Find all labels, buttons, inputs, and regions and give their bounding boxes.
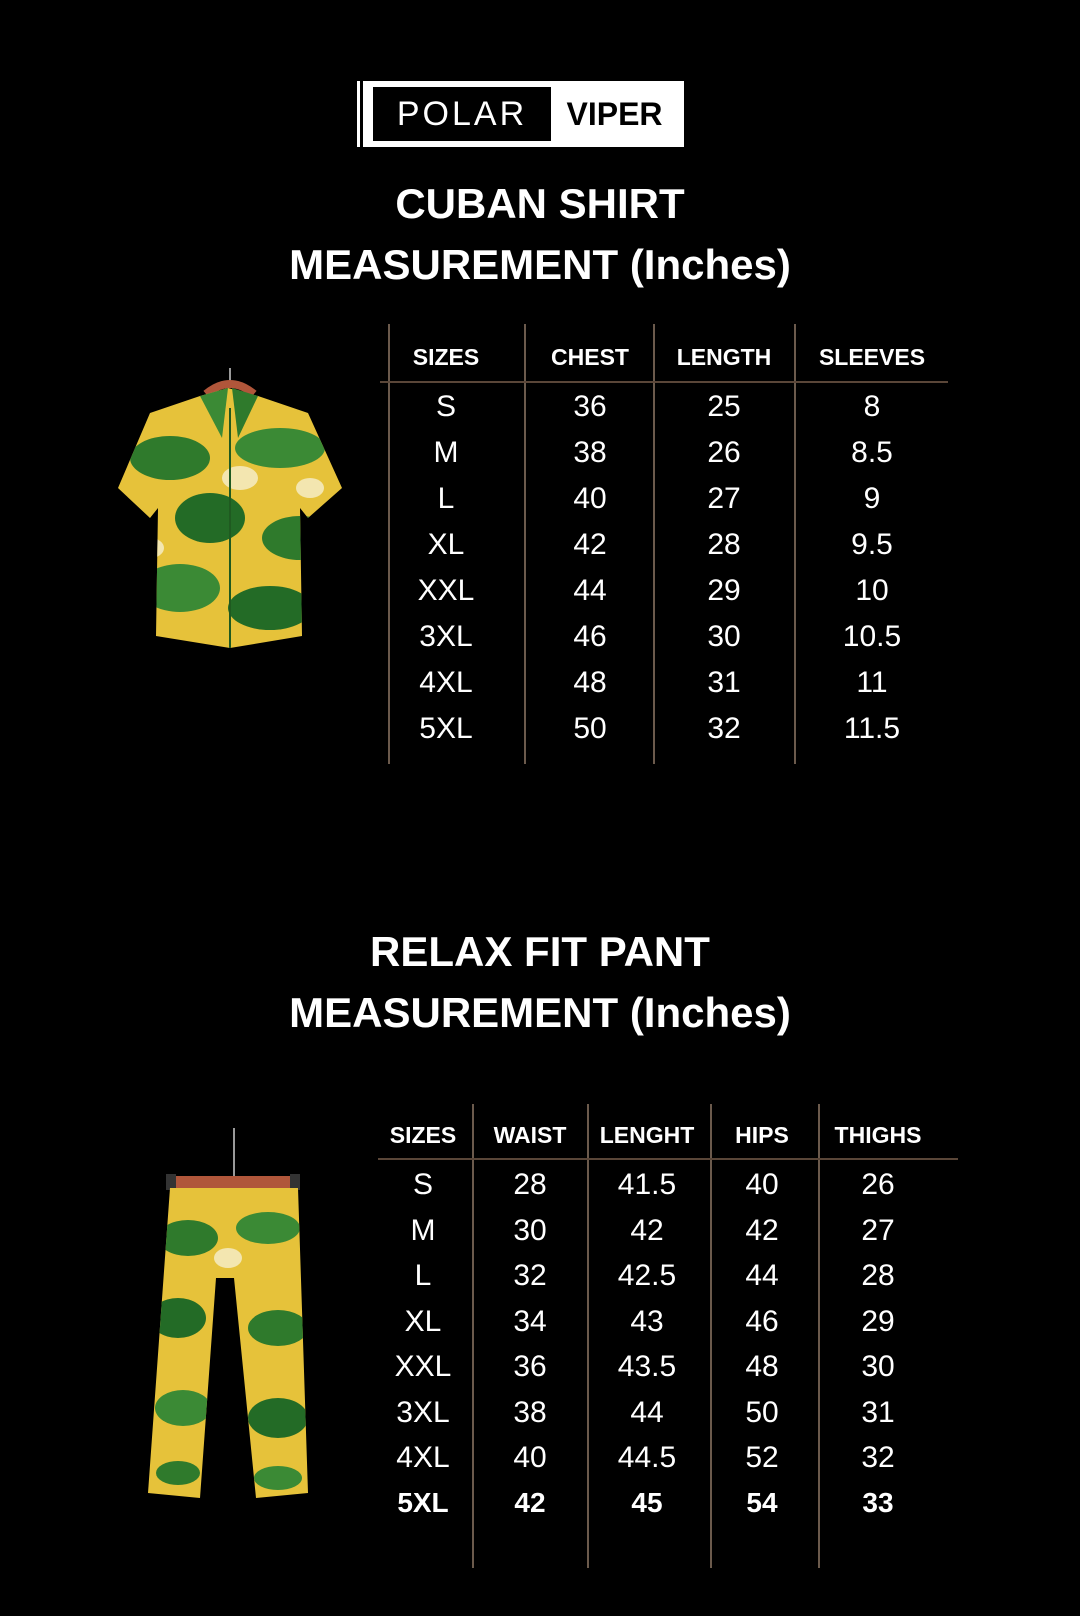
shirt-table-cell: 46 <box>573 620 607 653</box>
pant-table-cell: 40 <box>513 1441 547 1474</box>
shirt-table-cell: 10 <box>855 574 889 607</box>
pant-table-cell: 30 <box>513 1213 547 1247</box>
pant-header-underline <box>378 1158 958 1160</box>
pant-table-cell: 3XL <box>396 1395 450 1429</box>
pant-title-line2: MEASUREMENT (Inches) <box>289 989 791 1036</box>
shirt-title-line2: MEASUREMENT (Inches) <box>289 241 791 288</box>
shirt-table-cell: 8 <box>863 390 881 423</box>
shirt-table-cell: 38 <box>573 436 607 469</box>
pant-table-cell: 33 <box>862 1486 894 1518</box>
shirt-table-cell: 31 <box>707 666 741 699</box>
pant-table-cell: 42 <box>630 1213 664 1247</box>
pant-table-cell: S <box>412 1168 433 1201</box>
shirt-table-cell: L <box>437 482 455 515</box>
pant-table-cell: 44 <box>745 1259 779 1292</box>
pant-header-hips: HIPS <box>735 1122 789 1148</box>
pant-header-thighs: THIGHS <box>834 1122 922 1148</box>
pant-table-cell: M <box>410 1213 436 1247</box>
pant-table-cell: 31 <box>861 1395 895 1429</box>
pant-table-cell: 42 <box>514 1486 546 1518</box>
logo-accent-bar <box>357 81 360 147</box>
pant-title-line1: RELAX FIT PANT <box>370 928 710 975</box>
shirt-table-cell: 44 <box>573 574 607 607</box>
pant-table-cell: 41.5 <box>617 1168 677 1201</box>
pant-table-cell: 42 <box>745 1213 779 1247</box>
shirt-header-underline <box>380 381 948 383</box>
shirt-table-cell: 3XL <box>419 620 473 653</box>
pant-table-cell: 38 <box>513 1395 547 1429</box>
shirt-table-cell: 32 <box>707 712 741 745</box>
shirt-header-sleeves: SLEEVES <box>818 344 926 370</box>
logo-word-left: POLAR <box>373 87 551 141</box>
pant-table-cell: 52 <box>745 1441 779 1474</box>
shirt-table-cell: 10.5 <box>842 620 902 653</box>
pant-table-cell: 26 <box>861 1168 895 1201</box>
pant-table-cell: 34 <box>513 1304 547 1338</box>
pant-table-cell: 44.5 <box>617 1441 677 1474</box>
pant-table-cell: 40 <box>745 1168 779 1201</box>
shirt-table-cell: 5XL <box>419 712 473 745</box>
shirt-table-cell: 40 <box>573 482 607 515</box>
shirt-header-sizes: SIZES <box>412 344 480 370</box>
shirt-table-cell: 36 <box>573 390 607 423</box>
pant-table-cell: 42.5 <box>617 1259 677 1292</box>
shirt-table-cell: 26 <box>707 436 741 469</box>
cuban-shirt-illustration <box>110 368 350 668</box>
pant-table-cell: L <box>414 1259 432 1292</box>
pant-table-cell: 29 <box>861 1304 895 1338</box>
pant-table-cell: 43 <box>630 1304 664 1338</box>
pant-header-waist: WAIST <box>493 1122 567 1148</box>
shirt-table-cell: XL <box>427 528 465 561</box>
shirt-header-chest: CHEST <box>551 344 629 370</box>
shirt-table-cell: 27 <box>707 482 741 515</box>
pant-header-lenght: LENGHT <box>599 1122 695 1148</box>
pant-table-cell: 28 <box>513 1168 547 1201</box>
shirt-table-cell: XXL <box>417 574 475 607</box>
logo-word-right: VIPER <box>566 95 663 132</box>
pant-header-sizes: SIZES <box>389 1122 457 1148</box>
pant-table-cell: 4XL <box>396 1441 450 1474</box>
pant-table-cell: 43.5 <box>617 1350 677 1383</box>
shirt-table-cell: 30 <box>707 620 741 653</box>
shirt-title-line1: CUBAN SHIRT <box>395 180 685 227</box>
pant-table-cell: 28 <box>861 1259 895 1292</box>
shirt-table-cell: 25 <box>707 390 741 423</box>
shirt-column-divider <box>794 324 796 764</box>
pant-table-cell: 30 <box>861 1350 895 1383</box>
shirt-table-cell: 29 <box>707 574 741 607</box>
pant-table-cell: 27 <box>861 1213 895 1247</box>
pant-table-cell: 48 <box>745 1350 779 1383</box>
pant-table-cell: 36 <box>513 1350 547 1383</box>
shirt-table-cell: 8.5 <box>851 436 893 469</box>
shirt-table-cell: S <box>435 390 456 423</box>
pant-table-cell: 46 <box>745 1304 779 1338</box>
pant-table-cell: 50 <box>745 1395 779 1429</box>
pant-table-cell: XXL <box>394 1350 452 1383</box>
pant-table-cell: 32 <box>861 1441 895 1474</box>
relax-pant-illustration <box>148 1128 308 1508</box>
pant-table-cell: 45 <box>631 1486 663 1518</box>
shirt-table-cell: 11.5 <box>843 712 901 745</box>
shirt-table-cell: 4XL <box>419 666 473 699</box>
shirt-table-cell: 48 <box>573 666 607 699</box>
shirt-table-cell: 11 <box>856 666 888 699</box>
pant-table-cell: 54 <box>746 1486 778 1518</box>
pant-table-cell: 32 <box>513 1259 547 1292</box>
shirt-table-cell: 42 <box>573 528 607 561</box>
shirt-table-cell: 9.5 <box>851 528 893 561</box>
brand-logo <box>363 81 684 147</box>
pant-table-cell: XL <box>404 1304 442 1338</box>
shirt-table-cell: 50 <box>573 712 607 745</box>
shirt-table-cell: 28 <box>707 528 741 561</box>
shirt-table-cell: M <box>433 436 459 469</box>
pant-table-cell: 44 <box>630 1395 664 1429</box>
pant-table-cell: 5XL <box>397 1486 449 1518</box>
shirt-table-cell: 9 <box>863 482 881 515</box>
shirt-header-length: LENGTH <box>676 344 772 370</box>
